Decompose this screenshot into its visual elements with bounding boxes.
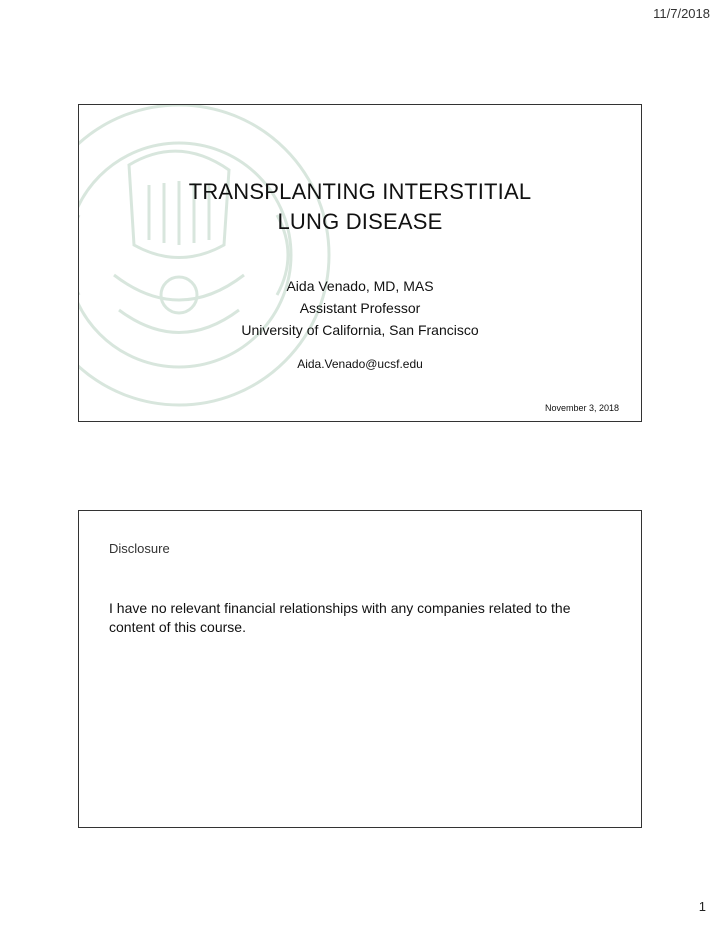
title-slide	[78, 104, 642, 422]
disclosure-slide	[78, 510, 642, 828]
slide-title-line-1: TRANSPLANTING INTERSTITIAL	[188, 179, 532, 204]
author-block	[79, 275, 641, 341]
slide-heading: Disclosure	[109, 541, 170, 556]
page-number: 1	[698, 899, 706, 914]
author-title: Assistant Professor	[299, 300, 421, 316]
author-name: Aida Venado, MD, MAS	[286, 278, 434, 294]
page-date: 11/7/2018	[653, 6, 710, 21]
presentation-date: November 3, 2018	[544, 403, 619, 413]
slide-title	[79, 177, 641, 237]
author-email: Aida.Venado@ucsf.edu	[297, 357, 423, 371]
author-institution: University of California, San Francisco	[241, 322, 479, 338]
disclosure-text: I have no relevant financial relationships with any companies related to the content of this course.	[109, 600, 571, 635]
slide-title-line-2: LUNG DISEASE	[277, 209, 443, 234]
